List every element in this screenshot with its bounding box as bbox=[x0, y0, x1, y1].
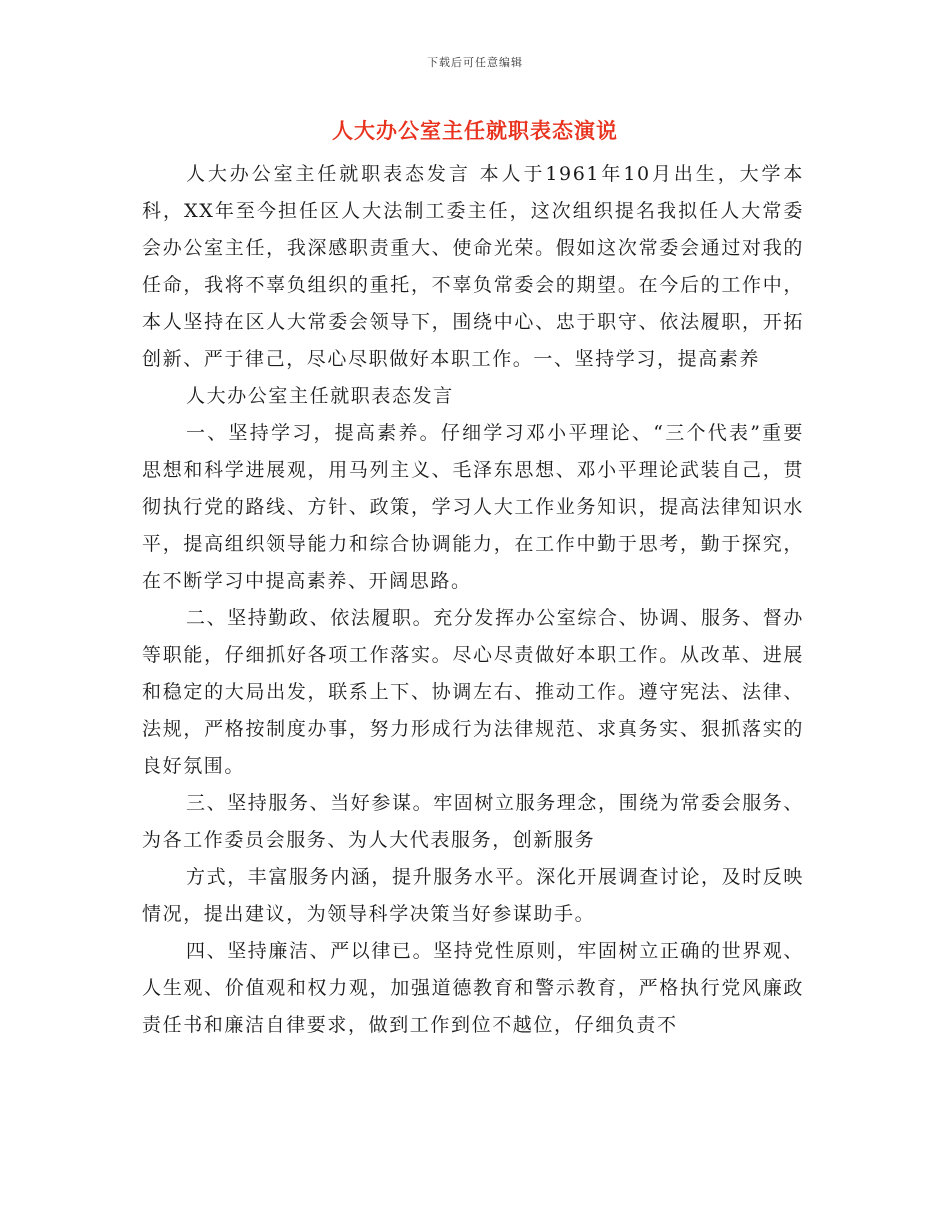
paragraph: 人大办公室主任就职表态发言 本人于1961年10月出生，大学本科，XX年至今担任区人大法制工委主任，这次组织提名我拟任人大常委会办公室主任，我深感职责重大、使命光荣。假如这次常委会通过对我的任命，我将不辜负组织的重托，不辜负常委会的期望。在今后的工作中，本人坚持在区人大常委会领导下，围绕中心、忠于职守、依法履职，开拓创新、严于律己，尽心尽职做好本职工作。一、坚持学习，提高素养 bbox=[142, 163, 804, 370]
document-body bbox=[142, 156, 804, 1044]
header-note: 下载后可任意编辑 bbox=[427, 56, 523, 69]
paragraph: 一、坚持学习，提高素养。仔细学习邓小平理论、“三个代表”重要思想和科学进展观，用马列主义、毛泽东思想、邓小平理论武装自己，贯彻执行党的路线、方针、政策，学习人大工作业务知识，提高法律知识水平，提高组织领导能力和综合协调能力，在工作中勤于思考，勤于探究，在不断学习中提高素养、开阔思路。 bbox=[142, 422, 804, 592]
paragraph: 人大办公室主任就职表态发言 bbox=[186, 385, 454, 407]
document-title: 人大办公室主任就职表态演说 bbox=[332, 118, 618, 143]
paragraph: 二、坚持勤政、依法履职。充分发挥办公室综合、协调、服务、督办等职能，仔细抓好各项工作落实。尽心尽责做好本职工作。从改革、进展和稳定的大局出发，联系上下、协调左右、推动工作。遵守宪法、法律、法规，严格按制度办事，努力形成行为法律规范、求真务实、狠抓落实的良好氛围。 bbox=[142, 607, 805, 777]
paragraph: 四、坚持廉洁、严以律已。坚持党性原则，牢固树立正确的世界观、人生观、价值观和权力观，加强道德教育和警示教育，严格执行党风廉政责任书和廉洁自律要求，做到工作到位不越位，仔细负责不 bbox=[142, 940, 805, 1036]
paragraph: 三、坚持服务、当好参谋。牢固树立服务理念，围绕为常委会服务、为各工作委员会服务、为人大代表服务，创新服务 bbox=[142, 792, 805, 851]
paragraph: 方式，丰富服务内涵，提升服务水平。深化开展调查讨论，及时反映情况，提出建议，为领导科学决策当好参谋助手。 bbox=[142, 866, 805, 925]
